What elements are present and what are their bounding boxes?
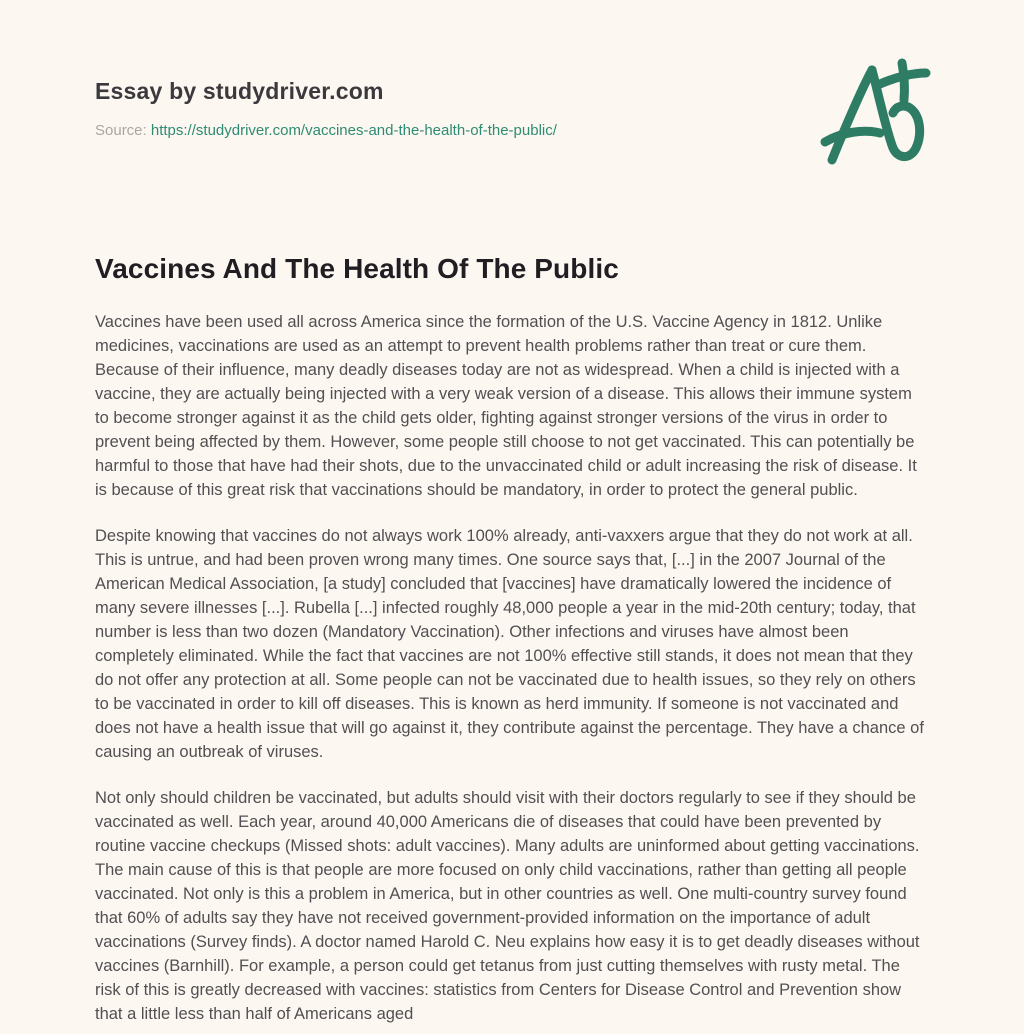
source-label: Source: <box>95 122 147 139</box>
essay-title: Vaccines And The Health Of The Public <box>95 253 619 284</box>
source-line <box>95 122 928 139</box>
source-link[interactable]: https://studydriver.com/vaccines-and-the-health-of-the-public/ <box>150 122 557 139</box>
essay-body <box>95 310 928 1026</box>
essay-article <box>95 251 928 1026</box>
essay-paragraph-3: Not only should children be vaccinated, but adults should visit with their doctors regularly to see if they should be vaccinated as well. Each year, around 40,000 Americans die of diseases that could have been prevented by routine vaccine checkups (Missed shots: adult vaccines). Many adults are uninformed about getting vaccinations. The main cause of this is that people are more focused on only child vaccinations, rather than getting all people vaccinated. Not only is this a problem in America, but in other countries as well. One multi-country survey found that 60% of adults say they have not received government-provided information on the importance of adult vaccinations (Survey finds). A doctor named Harold C. Neu explains how easy it is to get deadly diseases without vaccines (Barnhill). For example, a person could get tetanus from just cutting themselves with rusty metal. The risk of this is greatly decreased with vaccines: statistics from Centers for Disease Control and Prevention show that a little less than half of Americans aged <box>95 789 920 1023</box>
essay-paragraph-1: Vaccines have been used all across America since the formation of the U.S. Vaccine Agency in 1812. Unlike medicines, vaccinations are used as an attempt to prevent health problems rather than treat or cure them. Because of their influence, many deadly diseases today are not as widespread. When a child is injected with a vaccine, they are actually being injected with a very weak version of a disease. This allows their immune system to become stronger against it as the child gets older, fighting against stronger versions of the virus in order to prevent being affected by them. However, some people still choose to not get vaccinated. This can potentially be harmful to those that have had their shots, due to the unvaccinated child or adult increasing the risk of disease. It is because of this great risk that vaccinations should be mandatory, in order to protect the general public. <box>95 313 917 499</box>
a-plus-logo-icon <box>818 56 942 174</box>
page-title: Essay by studydriver.com <box>95 78 384 104</box>
essay-paragraph-2: Despite knowing that vaccines do not always work 100% already, anti-vaxxers argue that they do not work at all. This is untrue, and had been proven wrong many times. One source says that, [...] in the 2007 Journal of the American Medical Association, [a study] concluded that [vaccines] have dramatically lowered the incidence of many severe illnesses [...]. Rubella [...] infected roughly 48,000 people a year in the mid-20th century; today, that number is less than two dozen (Mandatory Vaccination). Other infections and viruses have almost been completely eliminated. While the fact that vaccines are not 100% effective still stands, it does not mean that they do not offer any protection at all. Some people can not be vaccinated due to health issues, so they rely on others to be vaccinated in order to kill off diseases. This is known as herd immunity. If someone is not vaccinated and does not have a health issue that will go against it, they contribute against the percentage. They have a chance of causing an outbreak of viruses. <box>95 527 924 761</box>
document-header <box>95 78 928 139</box>
studydriver-a-plus-logo <box>818 56 942 174</box>
